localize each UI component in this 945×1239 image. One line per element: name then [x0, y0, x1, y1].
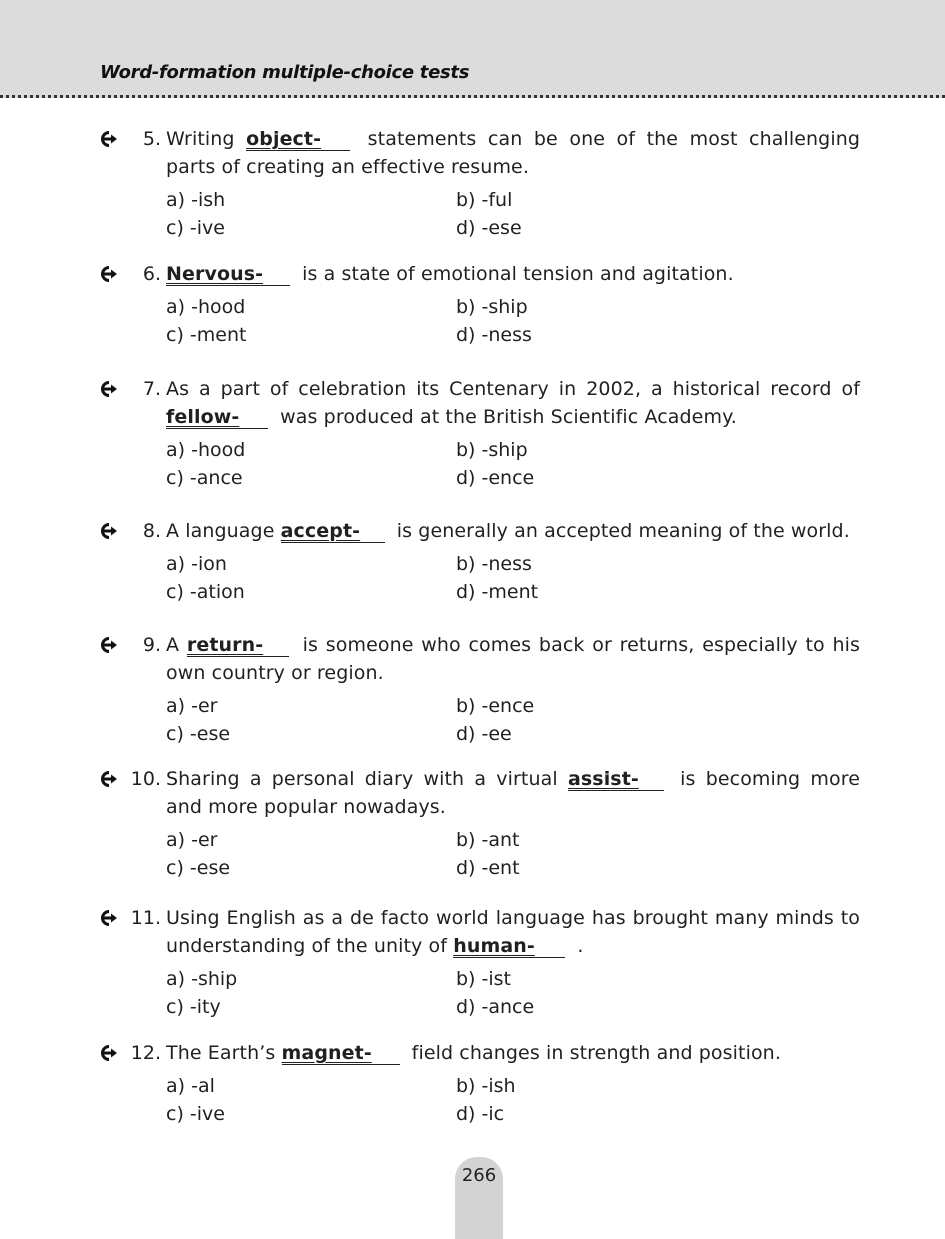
question-8 — [100, 517, 860, 606]
arrow-bullet-icon — [100, 125, 126, 153]
option-d[interactable]: d) -ment — [456, 581, 539, 603]
option-b[interactable]: b) -ant — [456, 829, 520, 851]
question-number: 10. — [130, 768, 161, 790]
option-d[interactable]: d) -ic — [456, 1103, 505, 1125]
question-text: Using English as a de facto world language has brought many minds to understanding of the unity of human- . — [166, 907, 860, 957]
option-a[interactable]: a) -ship — [166, 968, 238, 990]
question-9 — [100, 631, 860, 748]
option-d[interactable]: d) -ness — [456, 324, 532, 346]
option-d[interactable]: d) -ence — [456, 467, 535, 489]
answer-options — [166, 186, 860, 242]
question-number: 12. — [130, 1042, 161, 1064]
option-a[interactable]: a) -hood — [166, 439, 246, 461]
question-text: A language accept- is generally an accepted meaning of the world. — [166, 520, 850, 542]
option-b[interactable]: b) -ship — [456, 439, 528, 461]
option-c[interactable]: c) -ese — [166, 857, 231, 879]
question-number: 11. — [130, 907, 161, 929]
arrow-bullet-icon — [100, 517, 126, 545]
header-title: Word-formation multiple-choice tests — [100, 62, 470, 83]
arrow-bullet-icon — [100, 904, 126, 932]
question-7 — [100, 375, 860, 492]
question-10 — [100, 765, 860, 882]
answer-options — [166, 826, 860, 882]
option-a[interactable]: a) -hood — [166, 296, 246, 318]
arrow-bullet-icon — [100, 765, 126, 793]
option-a[interactable]: a) -ish — [166, 189, 226, 211]
question-number: 8. — [142, 520, 161, 542]
question-6 — [100, 260, 860, 349]
question-text: As a part of celebration its Centenary in 2002, a historical record of fellow- was produced at the British Scientific Academy. — [166, 378, 860, 428]
option-b[interactable]: b) -ist — [456, 968, 511, 990]
question-text: Nervous- is a state of emotional tension and agitation. — [166, 263, 734, 285]
option-c[interactable]: c) -ity — [166, 996, 221, 1018]
stem-word: return- — [186, 634, 264, 656]
option-a[interactable]: a) -er — [166, 829, 218, 851]
answer-options — [166, 692, 860, 748]
page-header — [0, 0, 945, 98]
option-a[interactable]: a) -ion — [166, 553, 227, 575]
arrow-bullet-icon — [100, 1039, 126, 1067]
question-number: 5. — [142, 128, 161, 150]
answer-options — [166, 550, 860, 606]
question-text: A return- is someone who comes back or returns, especially to his own country or region. — [166, 634, 860, 684]
option-a[interactable]: a) -al — [166, 1075, 215, 1097]
question-text: Sharing a personal diary with a virtual assist- is becoming more and more popular nowadays. — [166, 768, 861, 818]
option-b[interactable]: b) -ship — [456, 296, 528, 318]
option-c[interactable]: c) -ment — [166, 324, 247, 346]
question-number: 6. — [142, 263, 161, 285]
stem-word: magnet- — [281, 1042, 372, 1064]
stem-word: human- — [453, 935, 535, 957]
stem-word: fellow- — [166, 406, 240, 428]
stem-word: Nervous- — [166, 263, 264, 285]
stem-word: object- — [246, 128, 322, 150]
stem-word: accept- — [280, 520, 361, 542]
option-d[interactable]: d) -ee — [456, 723, 512, 745]
question-11 — [100, 904, 860, 1021]
question-text: The Earth’s magnet- field changes in strength and position. — [166, 1042, 781, 1064]
option-c[interactable]: c) -ation — [166, 581, 245, 603]
option-a[interactable]: a) -er — [166, 695, 218, 717]
option-d[interactable]: d) -ese — [456, 217, 522, 239]
option-c[interactable]: c) -ive — [166, 217, 225, 239]
question-number: 9. — [142, 634, 161, 656]
question-number: 7. — [142, 378, 161, 400]
option-c[interactable]: c) -ive — [166, 1103, 225, 1125]
page-number: 266 — [461, 1165, 497, 1186]
answer-options — [166, 965, 860, 1021]
arrow-bullet-icon — [100, 375, 126, 403]
option-b[interactable]: b) -ish — [456, 1075, 516, 1097]
arrow-bullet-icon — [100, 631, 126, 659]
page-number-tab — [455, 1157, 503, 1239]
option-c[interactable]: c) -ance — [166, 467, 243, 489]
option-d[interactable]: d) -ent — [456, 857, 520, 879]
question-text: Writing object- statements can be one of the most challenging parts of creating an effective resume. — [166, 128, 861, 178]
stem-word: assist- — [567, 768, 639, 790]
arrow-bullet-icon — [100, 260, 126, 288]
answer-options — [166, 293, 860, 349]
answer-options — [166, 1072, 860, 1128]
dotted-divider — [0, 95, 945, 98]
question-12 — [100, 1039, 860, 1128]
option-b[interactable]: b) -ness — [456, 553, 532, 575]
option-b[interactable]: b) -ful — [456, 189, 513, 211]
option-b[interactable]: b) -ence — [456, 695, 535, 717]
option-d[interactable]: d) -ance — [456, 996, 535, 1018]
answer-options — [166, 436, 860, 492]
option-c[interactable]: c) -ese — [166, 723, 231, 745]
question-5 — [100, 125, 860, 242]
